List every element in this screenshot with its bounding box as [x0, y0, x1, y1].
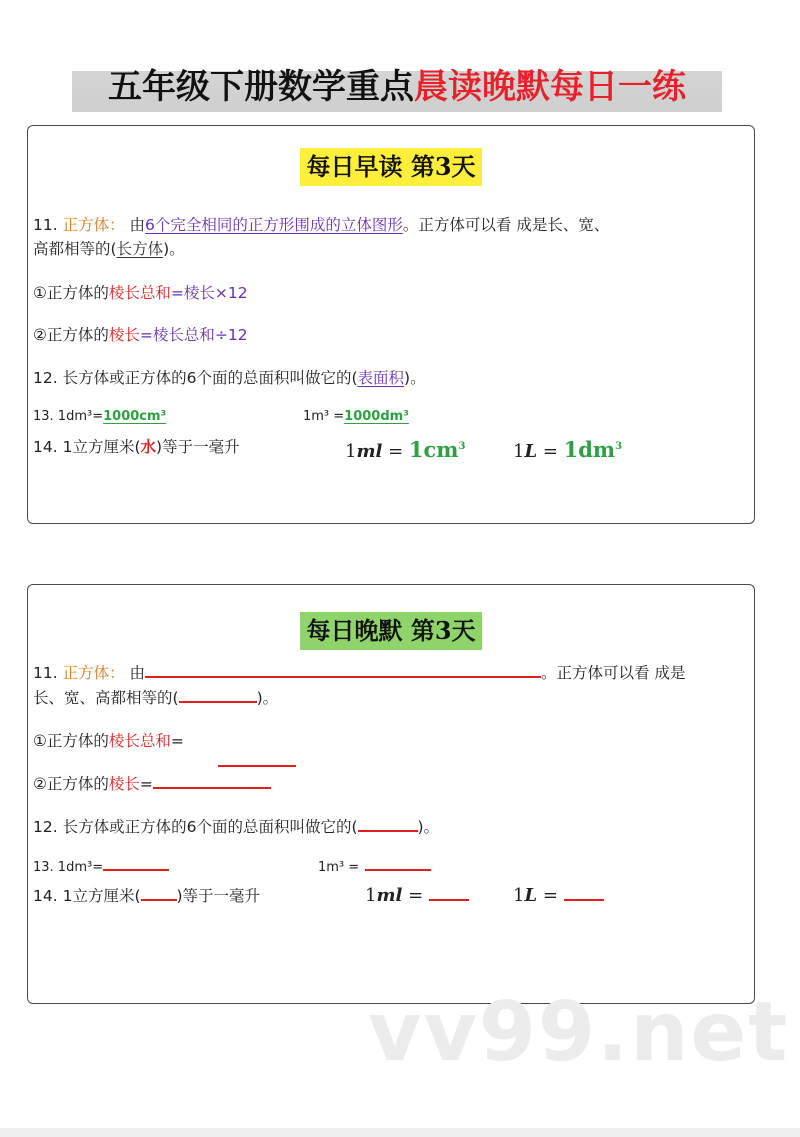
recite-item-14 [33, 883, 750, 909]
text: 。正方体可以看 成是长、宽、 [402, 216, 610, 234]
reading-item-12 [33, 365, 750, 391]
text: 1m³ = [303, 409, 345, 424]
page-title [72, 62, 722, 112]
unit-ml [345, 434, 465, 465]
recite-item-12 [33, 814, 750, 840]
blank-cuboid[interactable] [179, 685, 257, 703]
equals: = [402, 885, 429, 906]
formula-answer: =棱长总和÷12 [139, 326, 248, 344]
text: 高都相等的( [33, 240, 117, 258]
formula-answer: =棱长×12 [170, 284, 248, 302]
unit-l [513, 434, 622, 465]
equals: = [537, 441, 564, 462]
text: )。 [417, 818, 440, 836]
text: )。 [404, 369, 426, 387]
bottom-strip [0, 1128, 800, 1137]
reading-formula-2 [33, 322, 750, 348]
title-part-1: 五年级下册数学重点 [108, 67, 414, 107]
text: 13. 1dm³= [33, 860, 104, 875]
text: 1 [345, 441, 357, 462]
recite-heading-wrap [28, 612, 754, 650]
answer-1dm3: 1dm [563, 437, 616, 462]
term-cube: 正方体： [62, 216, 125, 234]
recite-item-11 [33, 660, 750, 686]
reading-item-11-cont [33, 236, 750, 262]
text: 长、宽、高都相等的( [33, 689, 179, 707]
answer-definition: 6个完全相同的正方形围成的立体图形 [145, 216, 403, 234]
unit-symbol: ml [376, 885, 403, 906]
blank-dm3[interactable] [365, 853, 431, 871]
answer-1cm3: 1cm [408, 437, 459, 462]
equals: = [382, 441, 409, 462]
text: )。 [163, 240, 185, 258]
daily-recite-card [27, 584, 755, 1004]
equals: = [170, 732, 184, 750]
unit-symbol: L [524, 441, 538, 462]
text: 14. 1立方厘米( [33, 887, 141, 905]
reading-heading-wrap [28, 148, 754, 186]
unit-symbol: L [524, 885, 538, 906]
text: 1m³ = [318, 860, 360, 875]
equals: = [139, 775, 153, 793]
exponent: 3 [615, 441, 623, 452]
text: 由 [124, 664, 146, 682]
exponent: 3 [458, 441, 466, 452]
title-part-2: 晨读晚默每日一练 [414, 67, 686, 107]
text: 1 [513, 441, 525, 462]
blank-edge[interactable] [153, 771, 271, 789]
text: 1 [513, 885, 525, 906]
text: ②正方体的 [33, 326, 109, 344]
blank-edge-sum[interactable] [218, 749, 296, 767]
recite-formula-2 [33, 771, 750, 797]
recite-heading: 每日晚默 第3天 [300, 612, 481, 650]
reading-formula-1 [33, 280, 750, 306]
equals: = [537, 885, 564, 906]
answer-surface-area: 表面积 [357, 369, 405, 387]
text: )。 [256, 689, 279, 707]
reading-item-13 [33, 404, 750, 430]
text: )等于一毫升 [156, 438, 240, 456]
blank-ml[interactable] [429, 883, 469, 901]
answer-water: 水 [140, 438, 157, 456]
text: ②正方体的 [33, 775, 109, 793]
term-edge-sum: 棱长总和 [108, 284, 171, 302]
term-cube: 正方体： [62, 664, 125, 682]
recite-formula-1 [33, 728, 750, 754]
text: 12. 长方体或正方体的6个面的总面积叫做它的( [33, 369, 358, 387]
daily-reading-card [27, 125, 755, 524]
text: )等于一毫升 [176, 887, 261, 905]
reading-item-13b [303, 404, 409, 430]
text: 12. 长方体或正方体的6个面的总面积叫做它的( [33, 818, 358, 836]
text: 。正方体可以看 成是 [541, 664, 686, 682]
watermark: vv99.net [368, 985, 790, 1080]
text: ①正方体的 [33, 284, 109, 302]
text: 13. 1dm³= [33, 409, 104, 424]
unit-ml [365, 883, 469, 909]
item-number: 11. [33, 216, 63, 234]
recite-item-13 [33, 853, 750, 881]
blank-l[interactable] [564, 883, 604, 901]
answer-dm3: 1000dm³ [344, 409, 409, 424]
reading-item-11 [33, 212, 750, 238]
reading-heading: 每日早读 第3天 [300, 148, 481, 186]
answer-cuboid: 长方体 [116, 240, 164, 258]
answer-cm3: 1000cm³ [103, 409, 167, 424]
recite-item-13b [318, 853, 431, 881]
text: ①正方体的 [33, 732, 109, 750]
blank-cm3[interactable] [103, 853, 169, 871]
text: 14. 1立方厘米( [33, 438, 141, 456]
blank-water[interactable] [141, 883, 177, 901]
reading-item-14 [33, 434, 750, 460]
term-edge: 棱长 [108, 326, 140, 344]
text: 1 [365, 885, 377, 906]
blank-surface-area[interactable] [358, 814, 418, 832]
text: 由 [124, 216, 146, 234]
recite-item-11-cont [33, 685, 750, 711]
unit-symbol: ml [356, 441, 383, 462]
unit-l [513, 883, 604, 909]
term-edge-sum: 棱长总和 [108, 732, 171, 750]
item-number: 11. [33, 664, 63, 682]
blank-definition[interactable] [145, 660, 541, 678]
term-edge: 棱长 [108, 775, 140, 793]
